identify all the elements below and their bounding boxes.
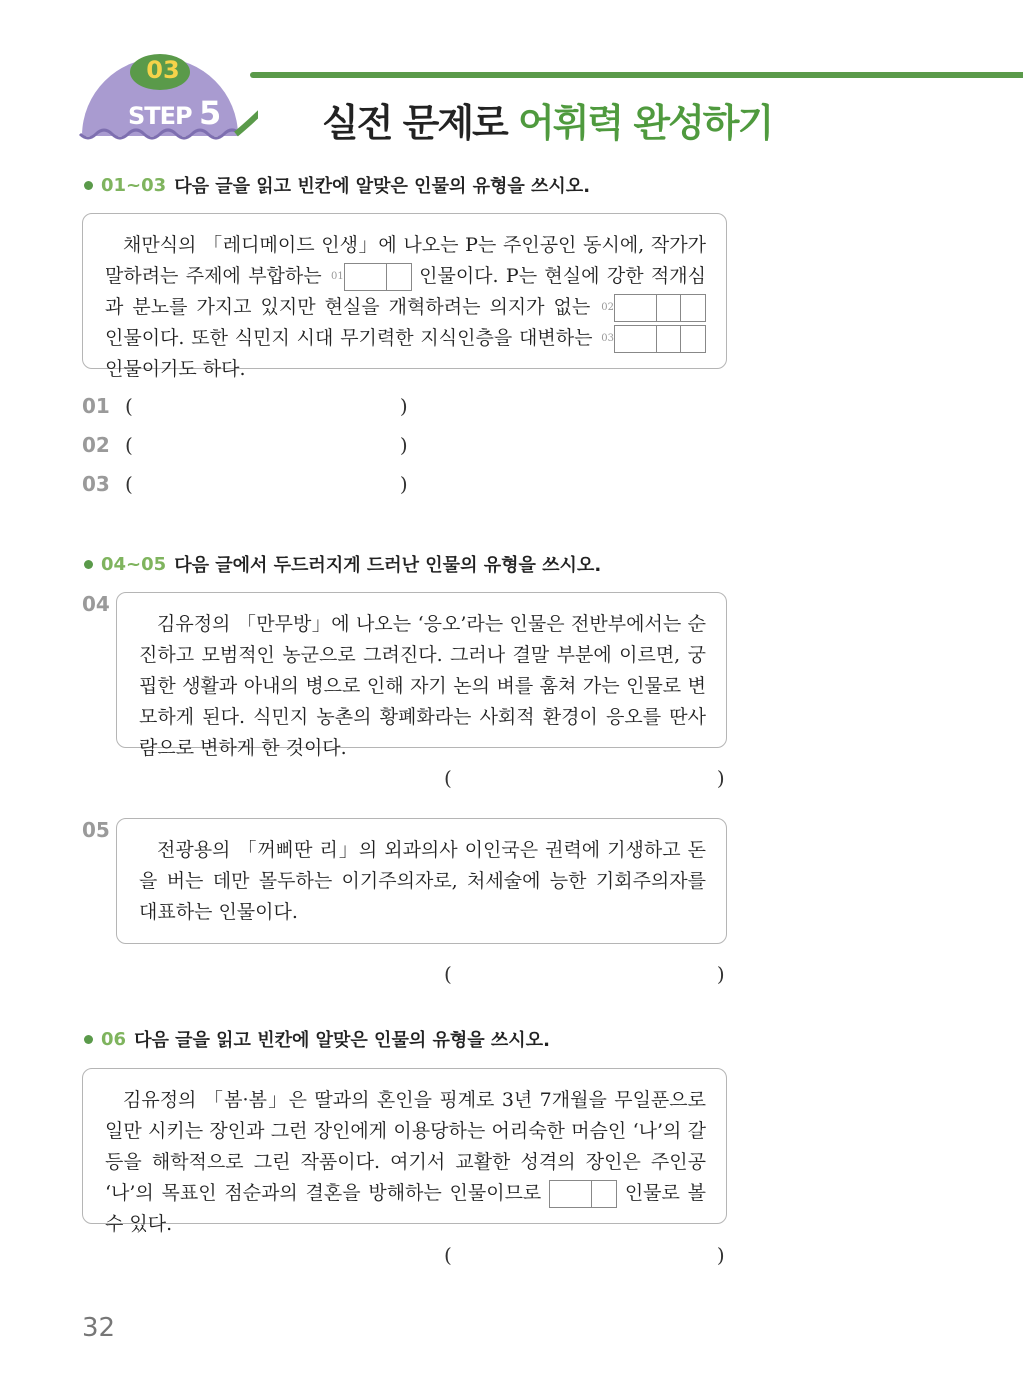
item-number-05: 05 bbox=[82, 818, 110, 842]
passage-part: 인물이다. P는 현실에 강한 적개심과 분노를 가지고 있지만 현실을 개혁하려는 의지가 없는 bbox=[105, 265, 706, 318]
answer-blank bbox=[549, 1180, 617, 1208]
question-number: 01~03 bbox=[101, 174, 167, 196]
question-instruction: 다음 글을 읽고 빈칸에 알맞은 인물의 유형을 쓰시오. bbox=[134, 1030, 550, 1051]
answer-number: 02 bbox=[82, 433, 110, 457]
passage-part: 인물이다. 또한 식민지 시대 무기력한 지식인층을 대변하는 bbox=[105, 327, 593, 349]
item-number-04: 04 bbox=[82, 592, 110, 616]
passage-box-05 bbox=[116, 818, 727, 944]
answer-blank bbox=[614, 325, 706, 353]
open-paren: ( bbox=[124, 472, 133, 496]
close-paren: ) bbox=[716, 1243, 725, 1267]
passage-box-01-03 bbox=[82, 213, 727, 380]
passage-part: 인물이기도 하다. bbox=[105, 358, 246, 380]
open-paren: ( bbox=[444, 1243, 452, 1267]
question-number: 06 bbox=[101, 1028, 127, 1050]
passage-text bbox=[105, 230, 706, 385]
answer-blank bbox=[614, 294, 706, 322]
close-paren: ) bbox=[716, 766, 725, 790]
question-header-04-05 bbox=[84, 551, 601, 577]
page-number: 32 bbox=[82, 1313, 116, 1343]
badge-number: 03 bbox=[146, 56, 180, 84]
close-paren: ) bbox=[399, 472, 408, 496]
answer-line-05[interactable] bbox=[444, 962, 725, 986]
answer-line-04[interactable] bbox=[444, 766, 725, 790]
answer-line-06[interactable] bbox=[444, 1243, 725, 1267]
close-paren: ) bbox=[716, 962, 725, 986]
passage-box-04 bbox=[116, 592, 727, 759]
title-black: 실전 문제로 bbox=[322, 101, 507, 145]
blank-marker: 01 bbox=[331, 271, 344, 282]
close-paren: ) bbox=[399, 433, 408, 457]
question-number: 04~05 bbox=[101, 553, 167, 575]
answer-line-02[interactable] bbox=[82, 433, 408, 457]
open-paren: ( bbox=[444, 766, 452, 790]
open-paren: ( bbox=[124, 433, 133, 457]
bullet-icon bbox=[84, 181, 93, 190]
passage-text: 김유정의 「만무방」에 나오는 ‘응오’라는 인물은 전반부에서는 순진하고 모범적인 농군으로 그려진다. 그러나 결말 부분에 이르면, 궁핍한 생활과 아내의 병으로 인해 자기 논의 벼를 훔쳐 가는 인물로 변모하게 된다. 식민지 농촌의 황폐화라는 사회적 환경이 응오를 딴사람으로 변하게 한 것이다. bbox=[139, 613, 706, 759]
answer-number: 01 bbox=[82, 394, 110, 418]
step-number: 5 bbox=[199, 94, 221, 132]
question-instruction: 다음 글을 읽고 빈칸에 알맞은 인물의 유형을 쓰시오. bbox=[174, 176, 591, 197]
open-paren: ( bbox=[444, 962, 452, 986]
title-green: 어휘력 완성하기 bbox=[518, 101, 773, 145]
answer-line-01[interactable] bbox=[82, 394, 408, 418]
blank-marker: 03 bbox=[601, 333, 614, 344]
passage-part: 김유정의 「봄·봄」은 딸과의 혼인을 핑계로 3년 7개월을 무일푼으로 일만 시키는 장인과 그런 장인에게 이용당하는 어리숙한 머슴인 ‘나’의 갈등을 해학적으로 그린 작품이다. 여기서 교활한 성격의 장인은 주인공 ‘나’의 목표인 점순과의 결혼을 방해하는 인물이므로 bbox=[105, 1089, 706, 1204]
step-text: STEP bbox=[128, 102, 192, 130]
passage-part: 채만식의 「레디메이드 인생」에 나오는 P는 주인공인 동시에, 작가가 말하려는 주제에 부합하는 bbox=[105, 234, 706, 287]
close-paren: ) bbox=[399, 394, 408, 418]
passage-box-06 bbox=[82, 1068, 727, 1235]
answer-line-03[interactable] bbox=[82, 472, 408, 496]
page-title bbox=[322, 92, 772, 147]
header-rule bbox=[250, 72, 1023, 78]
blank-marker: 02 bbox=[601, 302, 614, 313]
bullet-icon bbox=[84, 560, 93, 569]
passage-part: 인물로 볼 수 있다. bbox=[105, 1182, 706, 1235]
bullet-icon bbox=[84, 1035, 93, 1044]
open-paren: ( bbox=[124, 394, 133, 418]
passage-text: 전광용의 「꺼삐딴 리」의 외과의사 이인국은 권력에 기생하고 돈을 버는 데만 몰두하는 이기주의자로, 처세술에 능한 기회주의자를 대표하는 인물이다. bbox=[139, 839, 706, 923]
question-header-01-03 bbox=[84, 172, 590, 198]
step-label bbox=[128, 94, 220, 132]
question-header-06 bbox=[84, 1026, 550, 1052]
question-instruction: 다음 글에서 두드러지게 드러난 인물의 유형을 쓰시오. bbox=[174, 555, 602, 576]
answer-number: 03 bbox=[82, 472, 110, 496]
passage-text bbox=[105, 1085, 706, 1240]
answer-blank bbox=[344, 263, 412, 291]
